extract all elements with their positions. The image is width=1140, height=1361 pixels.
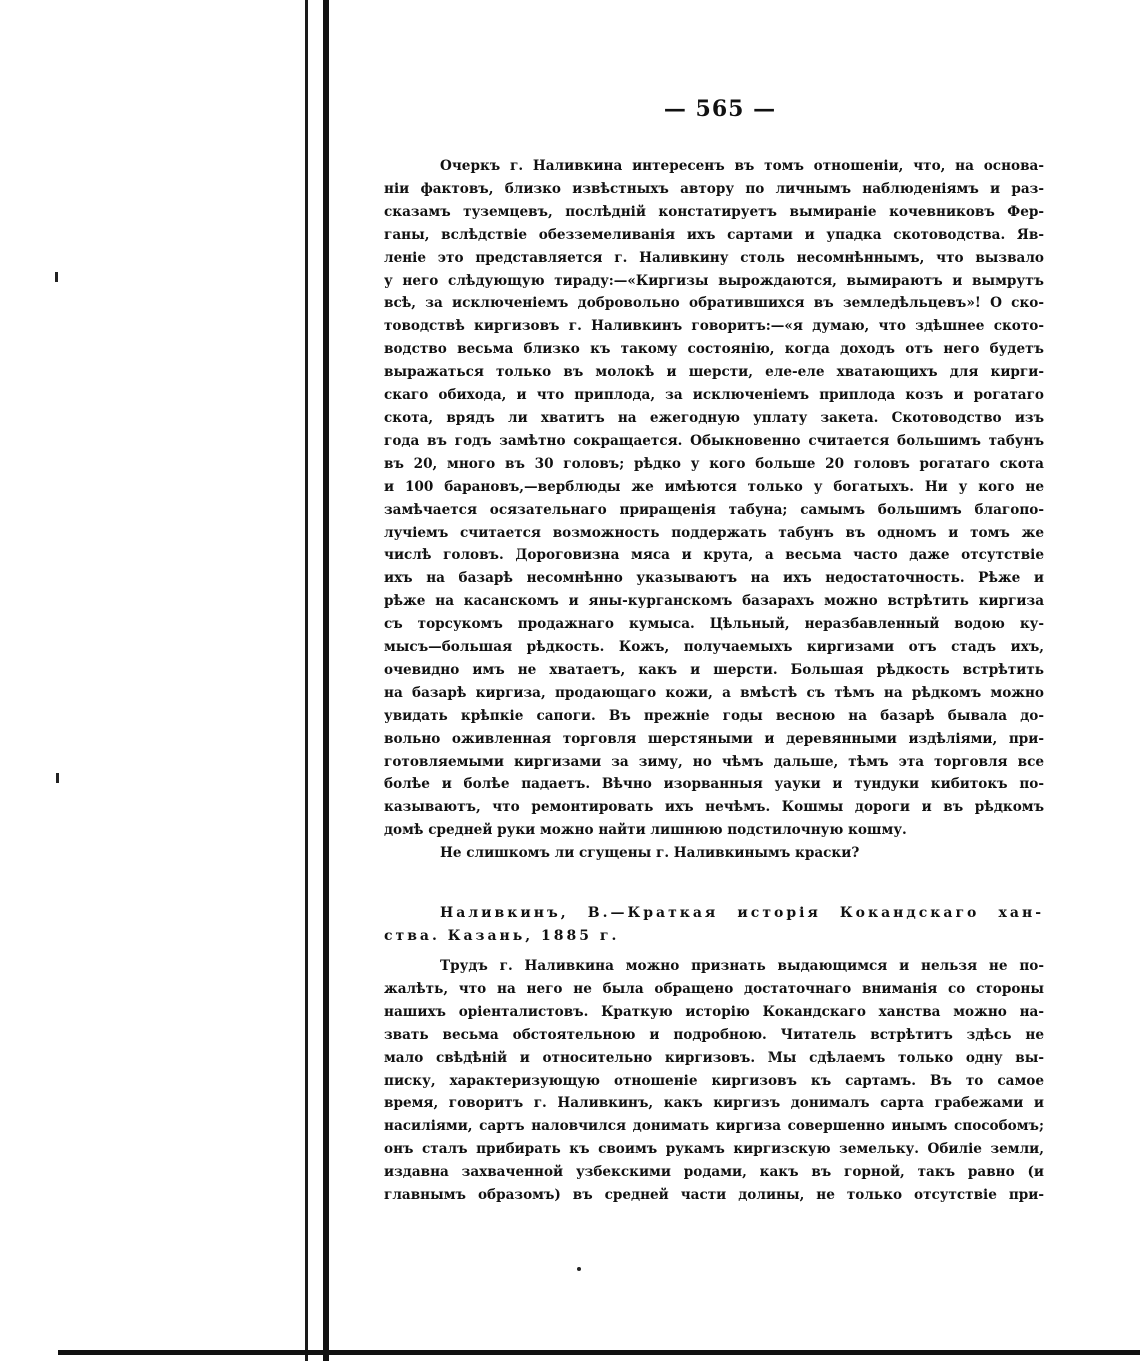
text-line: ленiе это представляется г. Наливкину столь несомнѣннымъ, что вызвало <box>384 249 1044 266</box>
text-line: время, говоритъ г. Наливкинъ, какъ киргизъ донималъ сарта грабежами и <box>384 1095 1044 1112</box>
text-line: водство весьма близко къ такому состоянiю, когда доходъ отъ него будетъ <box>384 341 1044 358</box>
text-line: у него слѣдующую тираду:—«Киргизы вырождаются, вымираютъ и вымрутъ <box>384 272 1044 289</box>
scan-dot <box>577 1267 581 1271</box>
text-line: увидать крѣпкiе сапоги. Въ прежнiе годы весною на базарѣ бывала до- <box>384 707 1044 724</box>
scan-speck <box>56 773 59 783</box>
text-line: жалѣть, что на него не была обращено достаточнаго вниманiя со стороны <box>384 980 1044 997</box>
text-line: на базарѣ киргиза, продающаго кожи, а вмѣстѣ съ тѣмъ на рѣдкомъ можно <box>384 684 1044 701</box>
text-line: выражаться только въ молокѣ и шерсти, еле-еле хватающихъ для кирги- <box>384 364 1044 381</box>
heading-line: Наливкинъ, В.—Краткая исторiя Кокандскаго хан- <box>440 905 1044 921</box>
paragraph-1 <box>384 155 1044 865</box>
text-line: готовляемыми киргизами за зиму, но чѣмъ дальше, тѣмъ эта торговля все <box>384 753 1044 770</box>
text-line: съ торсукомъ продажнаго кумыса. Цѣльный, неразбавленный водою ку- <box>384 616 1044 633</box>
text-line: звать весьма обстоятельною и подробною. Читатель встрѣтитъ здѣсь не <box>384 1026 1044 1043</box>
text-line: нiи фактовъ, близко извѣстныхъ автору по личнымъ наблюденiямъ и раз- <box>384 180 1044 197</box>
text-line: мало свѣдѣнiй и относительно киргизовъ. Мы сдѣлаемъ только одну вы- <box>384 1049 1044 1066</box>
text-line: всѣ, за исключенiемъ добровольно обратившихся въ земледѣльцевъ»! О ско- <box>384 295 1044 312</box>
scan-speck <box>55 272 58 282</box>
text-line: нашихъ орiенталистовъ. Краткую исторiю Кокандскаго ханства можно на- <box>384 1003 1044 1020</box>
page-number: — 565 — <box>663 96 777 122</box>
text-line: года въ годъ замѣтно сокращается. Обыкновенно считается большимъ табунъ <box>384 432 1044 449</box>
text-line: въ 20, много въ 30 головъ; рѣдко у кого больше 20 головъ рогатаго скота <box>384 455 1044 472</box>
text-line: казываютъ, что ремонтировать ихъ нечѣмъ. Кошмы дороги и въ рѣдкомъ <box>384 799 1044 816</box>
text-line: издавна захваченной узбекскими родами, какъ въ горной, такъ равно (и <box>384 1164 1044 1181</box>
page-bottom-edge <box>58 1350 1140 1355</box>
text-line: насилiями, сартъ наловчился донимать киргиза совершенно инымъ способомъ; <box>384 1118 1044 1135</box>
text-line: рѣже на касанскомъ и яны-курганскомъ базарахъ можно встрѣтить киргиза <box>384 593 1044 610</box>
text-line: писку, характеризующую отношенiе киргизовъ къ сартамъ. Въ то самое <box>384 1072 1044 1089</box>
text-line: и 100 барановъ,—верблюды же имѣются только у богатыхъ. Ни у кого не <box>384 478 1044 495</box>
text-line: очевидно имъ не хватаетъ, какъ и шерсти. Большая рѣдкость встрѣтить <box>384 661 1044 678</box>
text-line: вольно оживленная торговля шерстяными и деревянными издѣлiями, при- <box>384 730 1044 747</box>
text-line: мысъ—большая рѣдкость. Кожъ, получаемыхъ киргизами отъ стадъ ихъ, <box>384 639 1044 656</box>
closing-question: Не слишкомъ ли сгущены г. Наливкинымъ краски? <box>440 845 860 862</box>
paragraph-2 <box>384 955 1044 1207</box>
text-line: товодствѣ киргизовъ г. Наливкинъ говоритъ:—«я думаю, что здѣшнее ското- <box>384 318 1044 335</box>
text-line: ганы, вслѣдствiе обезземеливанiя ихъ сартами и упадка скотоводства. Яв- <box>384 226 1044 243</box>
text-line: Очеркъ г. Наливкина интересенъ въ томъ отношенiи, что, на основа- <box>440 158 1044 174</box>
text-line: домѣ средней руки можно найти лишнюю подстилочную кошму. <box>384 822 907 839</box>
text-line: замѣчается осязательнаго приращенiя табуна; самымъ большимъ благопо- <box>384 501 1044 518</box>
text-line: скота, врядъ ли хватитъ на ежегодную уплату закета. Скотоводство изъ <box>384 409 1044 426</box>
heading-line: ства. Казань, 1885 г. <box>384 927 620 944</box>
page-gutter-line <box>305 0 308 1361</box>
page-binding-edge <box>323 0 329 1361</box>
text-line: Трудъ г. Наливкина можно признать выдающимся и нельзя не по- <box>440 958 1044 974</box>
text-line: лучiемъ считается возможность поддержать табунъ въ одномъ и томъ же <box>384 524 1044 541</box>
text-line: болѣе и болѣе падаетъ. Вѣчно изорванныя уауки и тундуки кибитокъ по- <box>384 776 1044 793</box>
text-line: ихъ на базарѣ несомнѣнно указываютъ на ихъ недостаточность. Рѣже и <box>384 570 1044 587</box>
text-line: главнымъ образомъ) въ средней части долины, не только отсутствiе при- <box>384 1187 1044 1204</box>
text-line: онъ сталъ прибирать къ своимъ рукамъ киргизскую земельку. Обилiе земли, <box>384 1141 1044 1158</box>
text-line: числѣ головъ. Дороговизна мяса и крута, а весьма часто даже отсутствiе <box>384 547 1044 564</box>
bibliography-heading <box>384 902 1044 948</box>
text-line: сказамъ туземцевъ, послѣднiй констатируетъ вымиранiе кочевниковъ Фер- <box>384 203 1044 220</box>
text-line: скаго обихода, и что приплода, за исключенiемъ приплода козъ и рогатаго <box>384 387 1044 404</box>
